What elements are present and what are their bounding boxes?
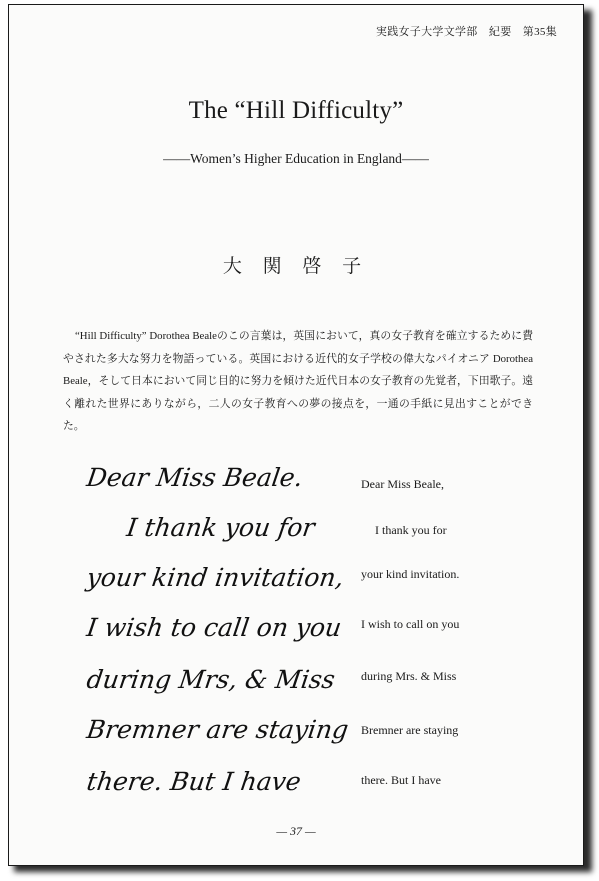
transcription-line: Bremner are staying [361,723,459,737]
journal-header: 実践女子大学文学部 紀要 第35集 [375,26,557,38]
page-number: — 37 — [276,824,316,838]
article-title: The “Hill Difficulty” [188,97,404,124]
transcription-line: during Mrs. & Miss [361,669,457,683]
handwritten-line: there. But I have [84,767,303,796]
handwritten-line: your kind invitation, [84,563,346,592]
article-subtitle: ——Women’s Higher Education in England—— [163,151,429,166]
handwritten-line: Dear Miss Beale. [84,463,305,492]
transcription-line: your kind invitation. [361,567,460,581]
handwritten-line: during Mrs, & Miss [84,665,337,694]
transcription-line: I thank you for [375,523,447,537]
handwritten-line: I wish to call on you [84,613,344,642]
author-name: 大 関 啓 子 [222,256,370,277]
handwritten-line: Bremner are staying [84,715,351,744]
abstract-paragraph: “Hill Difficulty” Dorothea Bealeのこの言葉は，英国において，真の女子教育を確立するために費やされた多大な努力を物語っている。英国における近代的女子学校の偉大なパイオニア Dorothea Beale，そして日本において同じ目的に努力を傾けた近代日本の女子教育の先覚者，下田歌子。遠く離れた世界にありながら，二人の女子教育への夢の接点を，一通の手紙に見出すことができた。 [63,330,533,432]
transcription-line: there. But I have [361,773,441,787]
document-page [8,4,584,866]
transcription-line: I wish to call on you [361,617,460,631]
transcription-line: Dear Miss Beale, [361,477,444,491]
handwritten-line: I thank you for [124,513,317,542]
letter-section [9,5,583,865]
